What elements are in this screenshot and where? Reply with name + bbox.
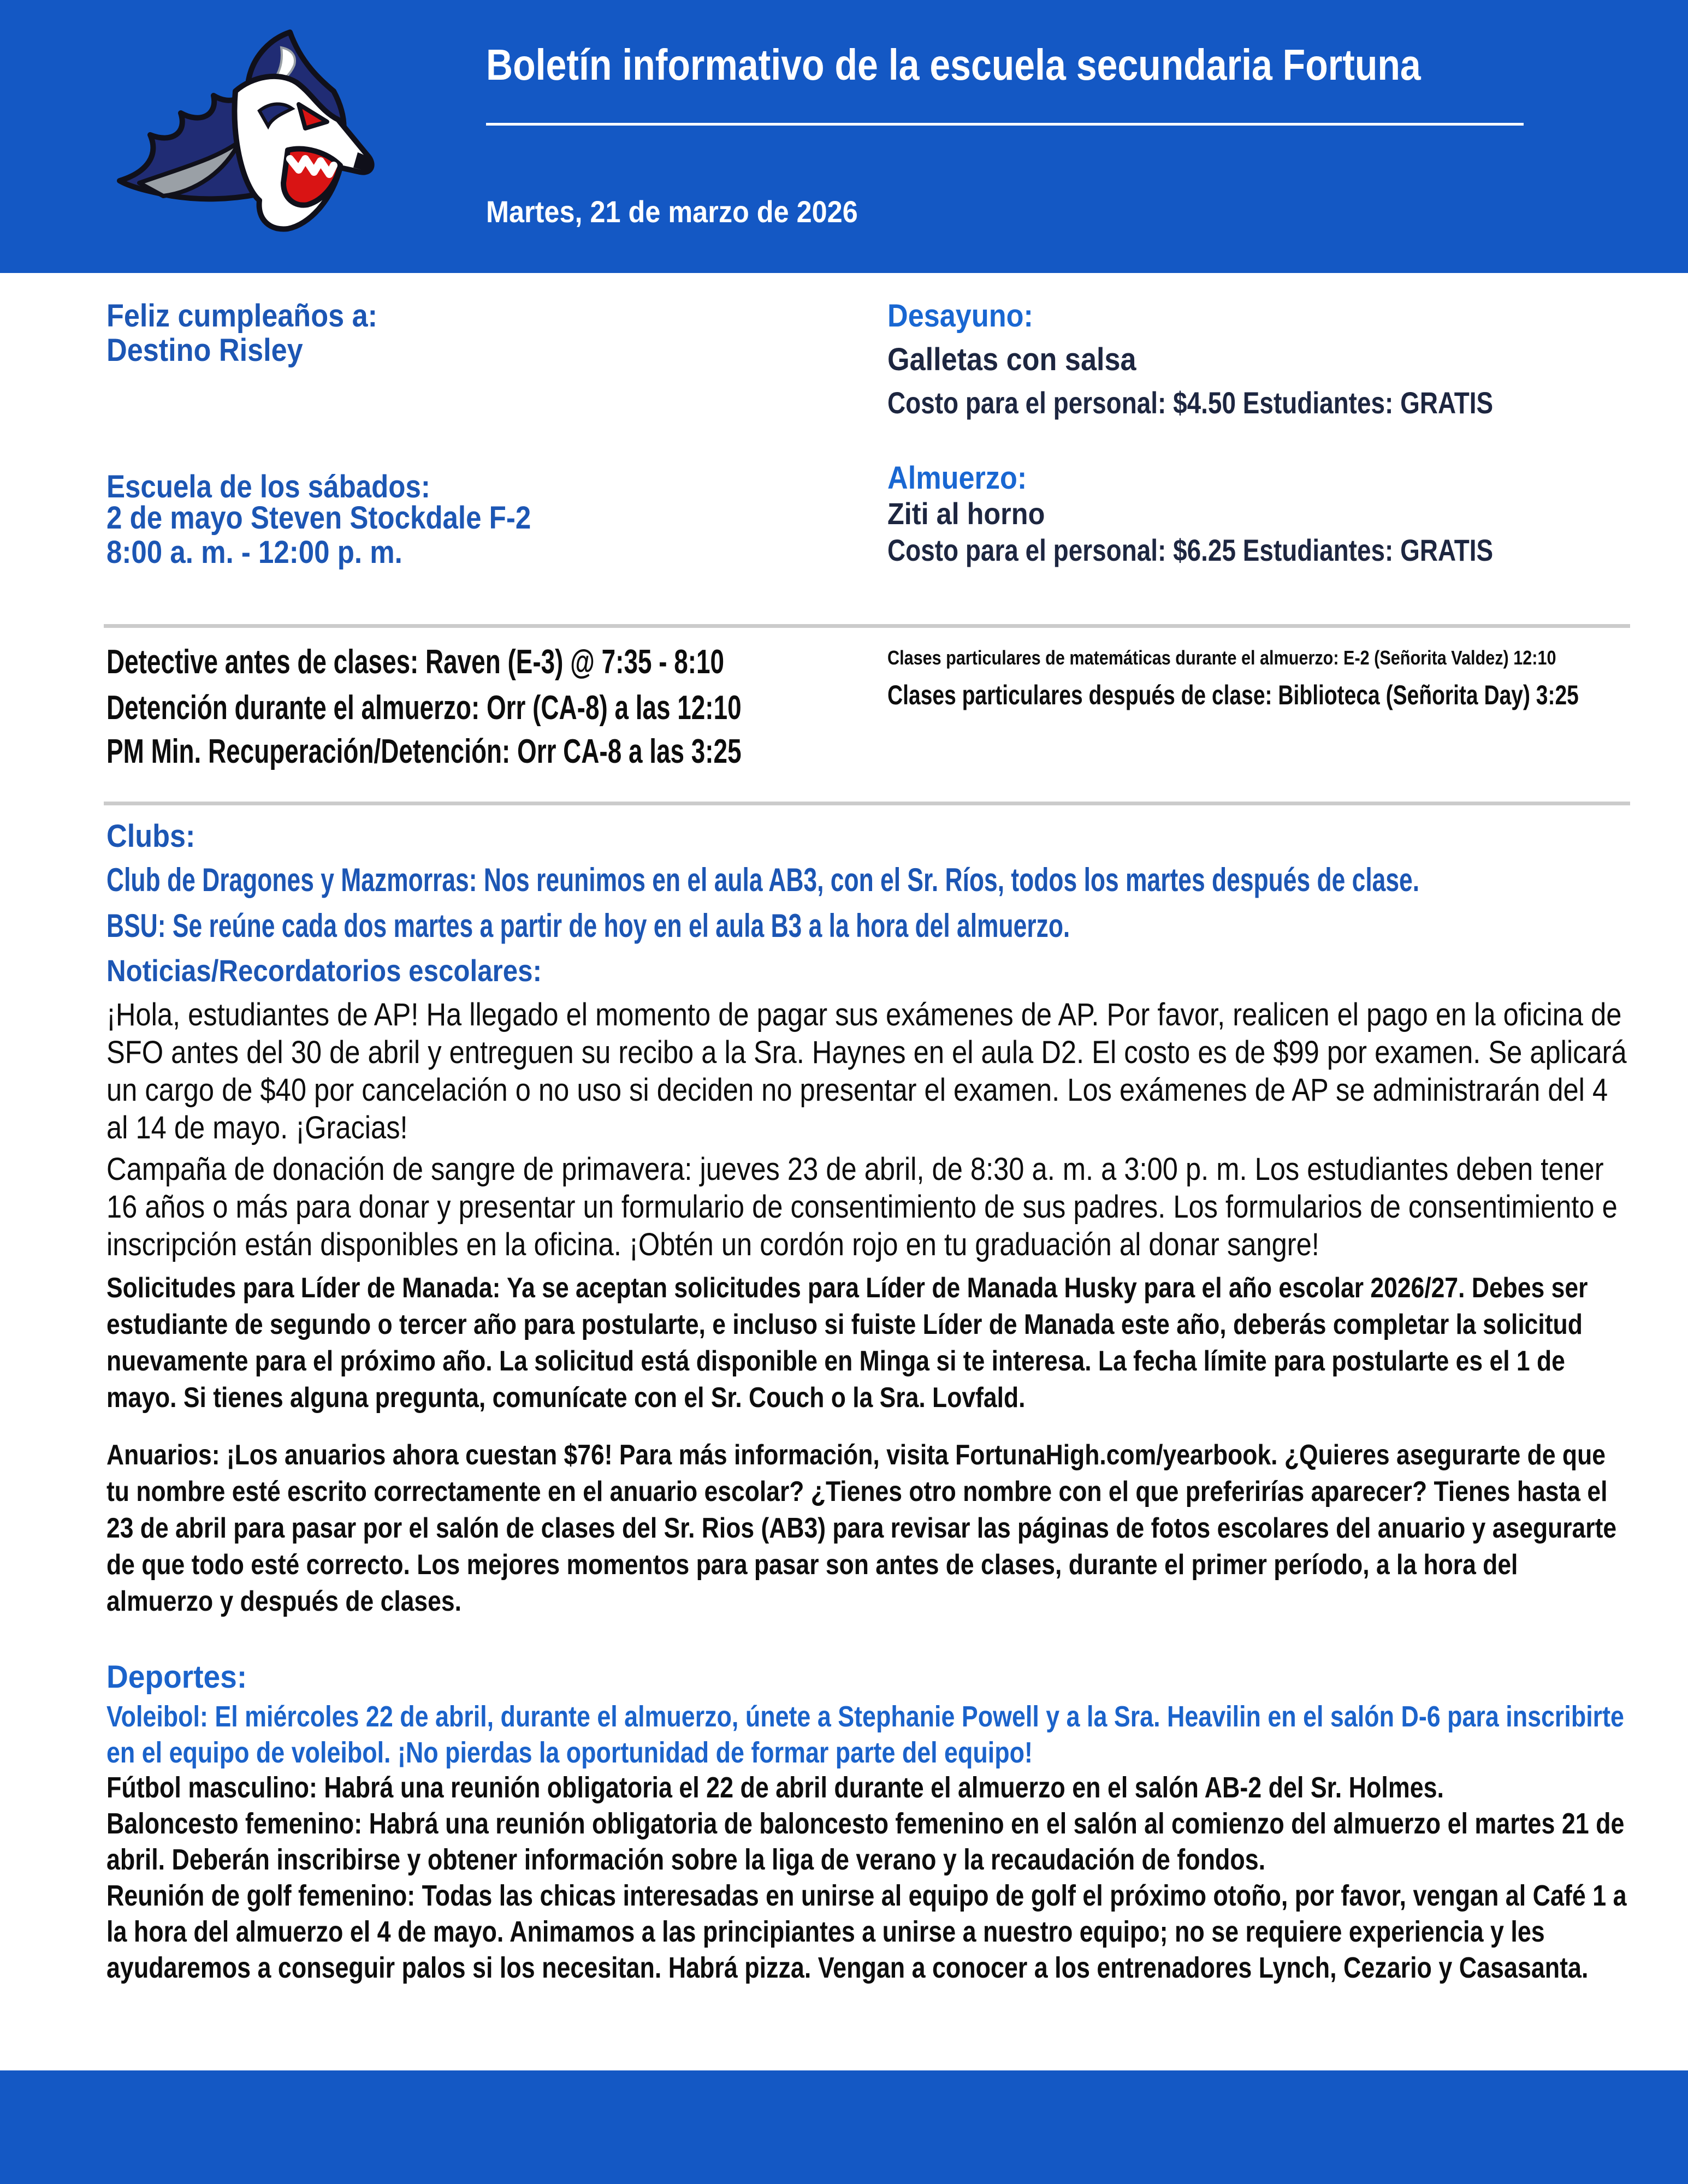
saturday-school-heading: Escuela de los sábados: — [106, 469, 430, 505]
breakfast-item: Galletas con salsa — [887, 342, 1136, 377]
lunch-cost: Costo para el personal: $6.25 Estudiantes: GRATIS — [887, 533, 1494, 567]
detention-line1: Detective antes de clases: Raven (E-3) @ 7:35 - 8:10 — [106, 643, 725, 681]
lunch-item: Ziti al horno — [887, 496, 1045, 531]
club-item-bsu: BSU: Se reúne cada dos martes a partir de hoy en el aula B3 a la hora del almuerzo. — [106, 907, 1070, 944]
header-band — [0, 0, 1688, 273]
breakfast-cost: Costo para el personal: $4.50 Estudiantes: GRATIS — [887, 385, 1494, 420]
breakfast-heading: Desayuno: — [887, 298, 1033, 334]
birthday-name: Destino Risley — [106, 333, 303, 368]
sports-paragraph-volleyball: Voleibol: El miércoles 22 de abril, durante el almuerzo, únete a Stephanie Powell y a la Sra. Heavilin en el salón D-6 para inscribirte en el equipo de voleibol. ¡No pierdas la oportunidad de formar parte del equipo! — [106, 1700, 1624, 1769]
newsletter-title: Boletín informativo de la escuela secundaria Fortuna — [486, 40, 1421, 89]
detention-line2: Detención durante el almuerzo: Orr (CA-8) a las 12:10 — [106, 689, 742, 727]
title-underline — [486, 123, 1524, 126]
news-paragraph-pack-leader: Solicitudes para Líder de Manada: Ya se aceptan solicitudes para Líder de Manada Husky para el año escolar 2026/27. Debes ser estudiante de segundo o tercer año para postularte, e incluso si fuiste Líder de Manada este año, deberás completar la solicitud nuevamente para el próximo año. La solicitud está disponible en Minga si te interesa. La fecha límite para postularte es el 1 de mayo. Si tienes alguna pregunta, comunícate con el Sr. Couch o la Sra. Lovfald. — [106, 1272, 1588, 1414]
sports-paragraph-group — [106, 1770, 1630, 1986]
divider-clubs — [104, 802, 1630, 805]
news-paragraph-ap-exams: ¡Hola, estudiantes de AP! Ha llegado el momento de pagar sus exámenes de AP. Por favor, realicen el pago en la oficina de SFO antes del 30 de abril y entreguen su recibo a la Sra. Haynes en el aula D2. El costo es de $99 por examen. Se aplicará un cargo de $40 por cancelación o no uso si deciden no presentar el examen. Los exámenes de AP se administrarán del 4 al 14 de mayo. ¡Gracias! — [106, 997, 1627, 1146]
news-paragraph-yearbook: Anuarios: ¡Los anuarios ahora cuestan $76! Para más información, visita FortunaHigh.com/yearbook. ¿Quieres asegurarte de que tu nombre esté escrito correctamente en el anuario escolar? ¿Tienes otro nombre con el que preferirías aparecer? Tienes hasta el 23 de abril para pasar por el salón de clases del Sr. Rios (AB3) para revisar las páginas de fotos escolares del anuario y asegurarte de que todo esté correcto. Los mejores momentos para pasar son antes de clases, durante el primer período, a la hora del almuerzo y después de clases. — [106, 1439, 1617, 1617]
afterschool-tutoring-line: Clases particulares después de clase: Biblioteca (Señorita Day) 3:25 — [887, 680, 1579, 710]
sports-paragraph-basketball: Baloncesto femenino: Habrá una reunión obligatoria de baloncesto femenino en el salón al comienzo del almuerzo el martes 21 de abril. Deberán inscribirse y obtener información sobre la liga de verano y la recaudación de fondos. — [106, 1807, 1625, 1876]
news-heading: Noticias/Recordatorios escolares: — [106, 953, 542, 988]
footer-band — [0, 2070, 1688, 2184]
husky-mascot-logo-icon — [96, 19, 401, 254]
club-item-dnd: Club de Dragones y Mazmorras: Nos reunimos en el aula AB3, con el Sr. Ríos, todos los martes después de clase. — [106, 862, 1420, 898]
birthday-heading: Feliz cumpleaños a: — [106, 298, 378, 334]
math-tutoring-line: Clases particulares de matemáticas durante el almuerzo: E-2 (Señorita Valdez) 12:10 — [887, 646, 1556, 669]
sports-paragraph-golf: Reunión de golf femenino: Todas las chicas interesadas en unirse al equipo de golf el próximo otoño, por favor, vengan al Café 1 a la hora del almuerzo el 4 de mayo. Animamos a las principiantes a unirse a nuestro equipo; no se requiere experiencia y les ayudaremos a conseguir palos si los necesitan. Habrá pizza. Vengan a conocer a los entrenadores Lynch, Cezario y Casasanta. — [106, 1879, 1627, 1984]
detention-line3: PM Min. Recuperación/Detención: Orr CA-8 a las 3:25 — [106, 733, 742, 770]
divider-top — [104, 624, 1630, 628]
newsletter-date: Martes, 21 de marzo de 2026 — [486, 194, 858, 229]
sports-paragraph-soccer: Fútbol masculino: Habrá una reunión obligatoria el 22 de abril durante el almuerzo en el salón AB-2 del Sr. Holmes. — [106, 1771, 1444, 1804]
clubs-heading: Clubs: — [106, 818, 196, 854]
sports-heading: Deportes: — [106, 1659, 247, 1695]
news-paragraph-blood-drive: Campaña de donación de sangre de primavera: jueves 23 de abril, de 8:30 a. m. a 3:00 p. m. Los estudiantes deben tener 16 años o más para donar y presentar un formulario de consentimiento de sus padres. Los formularios de consentimiento e inscripción están disponibles en la oficina. ¡Obtén un cordón rojo en tu graduación al donar sangre! — [106, 1152, 1618, 1262]
saturday-school-line1: 2 de mayo Steven Stockdale F-2 — [106, 500, 531, 536]
saturday-school-line2: 8:00 a. m. - 12:00 p. m. — [106, 535, 402, 570]
lunch-heading: Almuerzo: — [887, 460, 1027, 496]
